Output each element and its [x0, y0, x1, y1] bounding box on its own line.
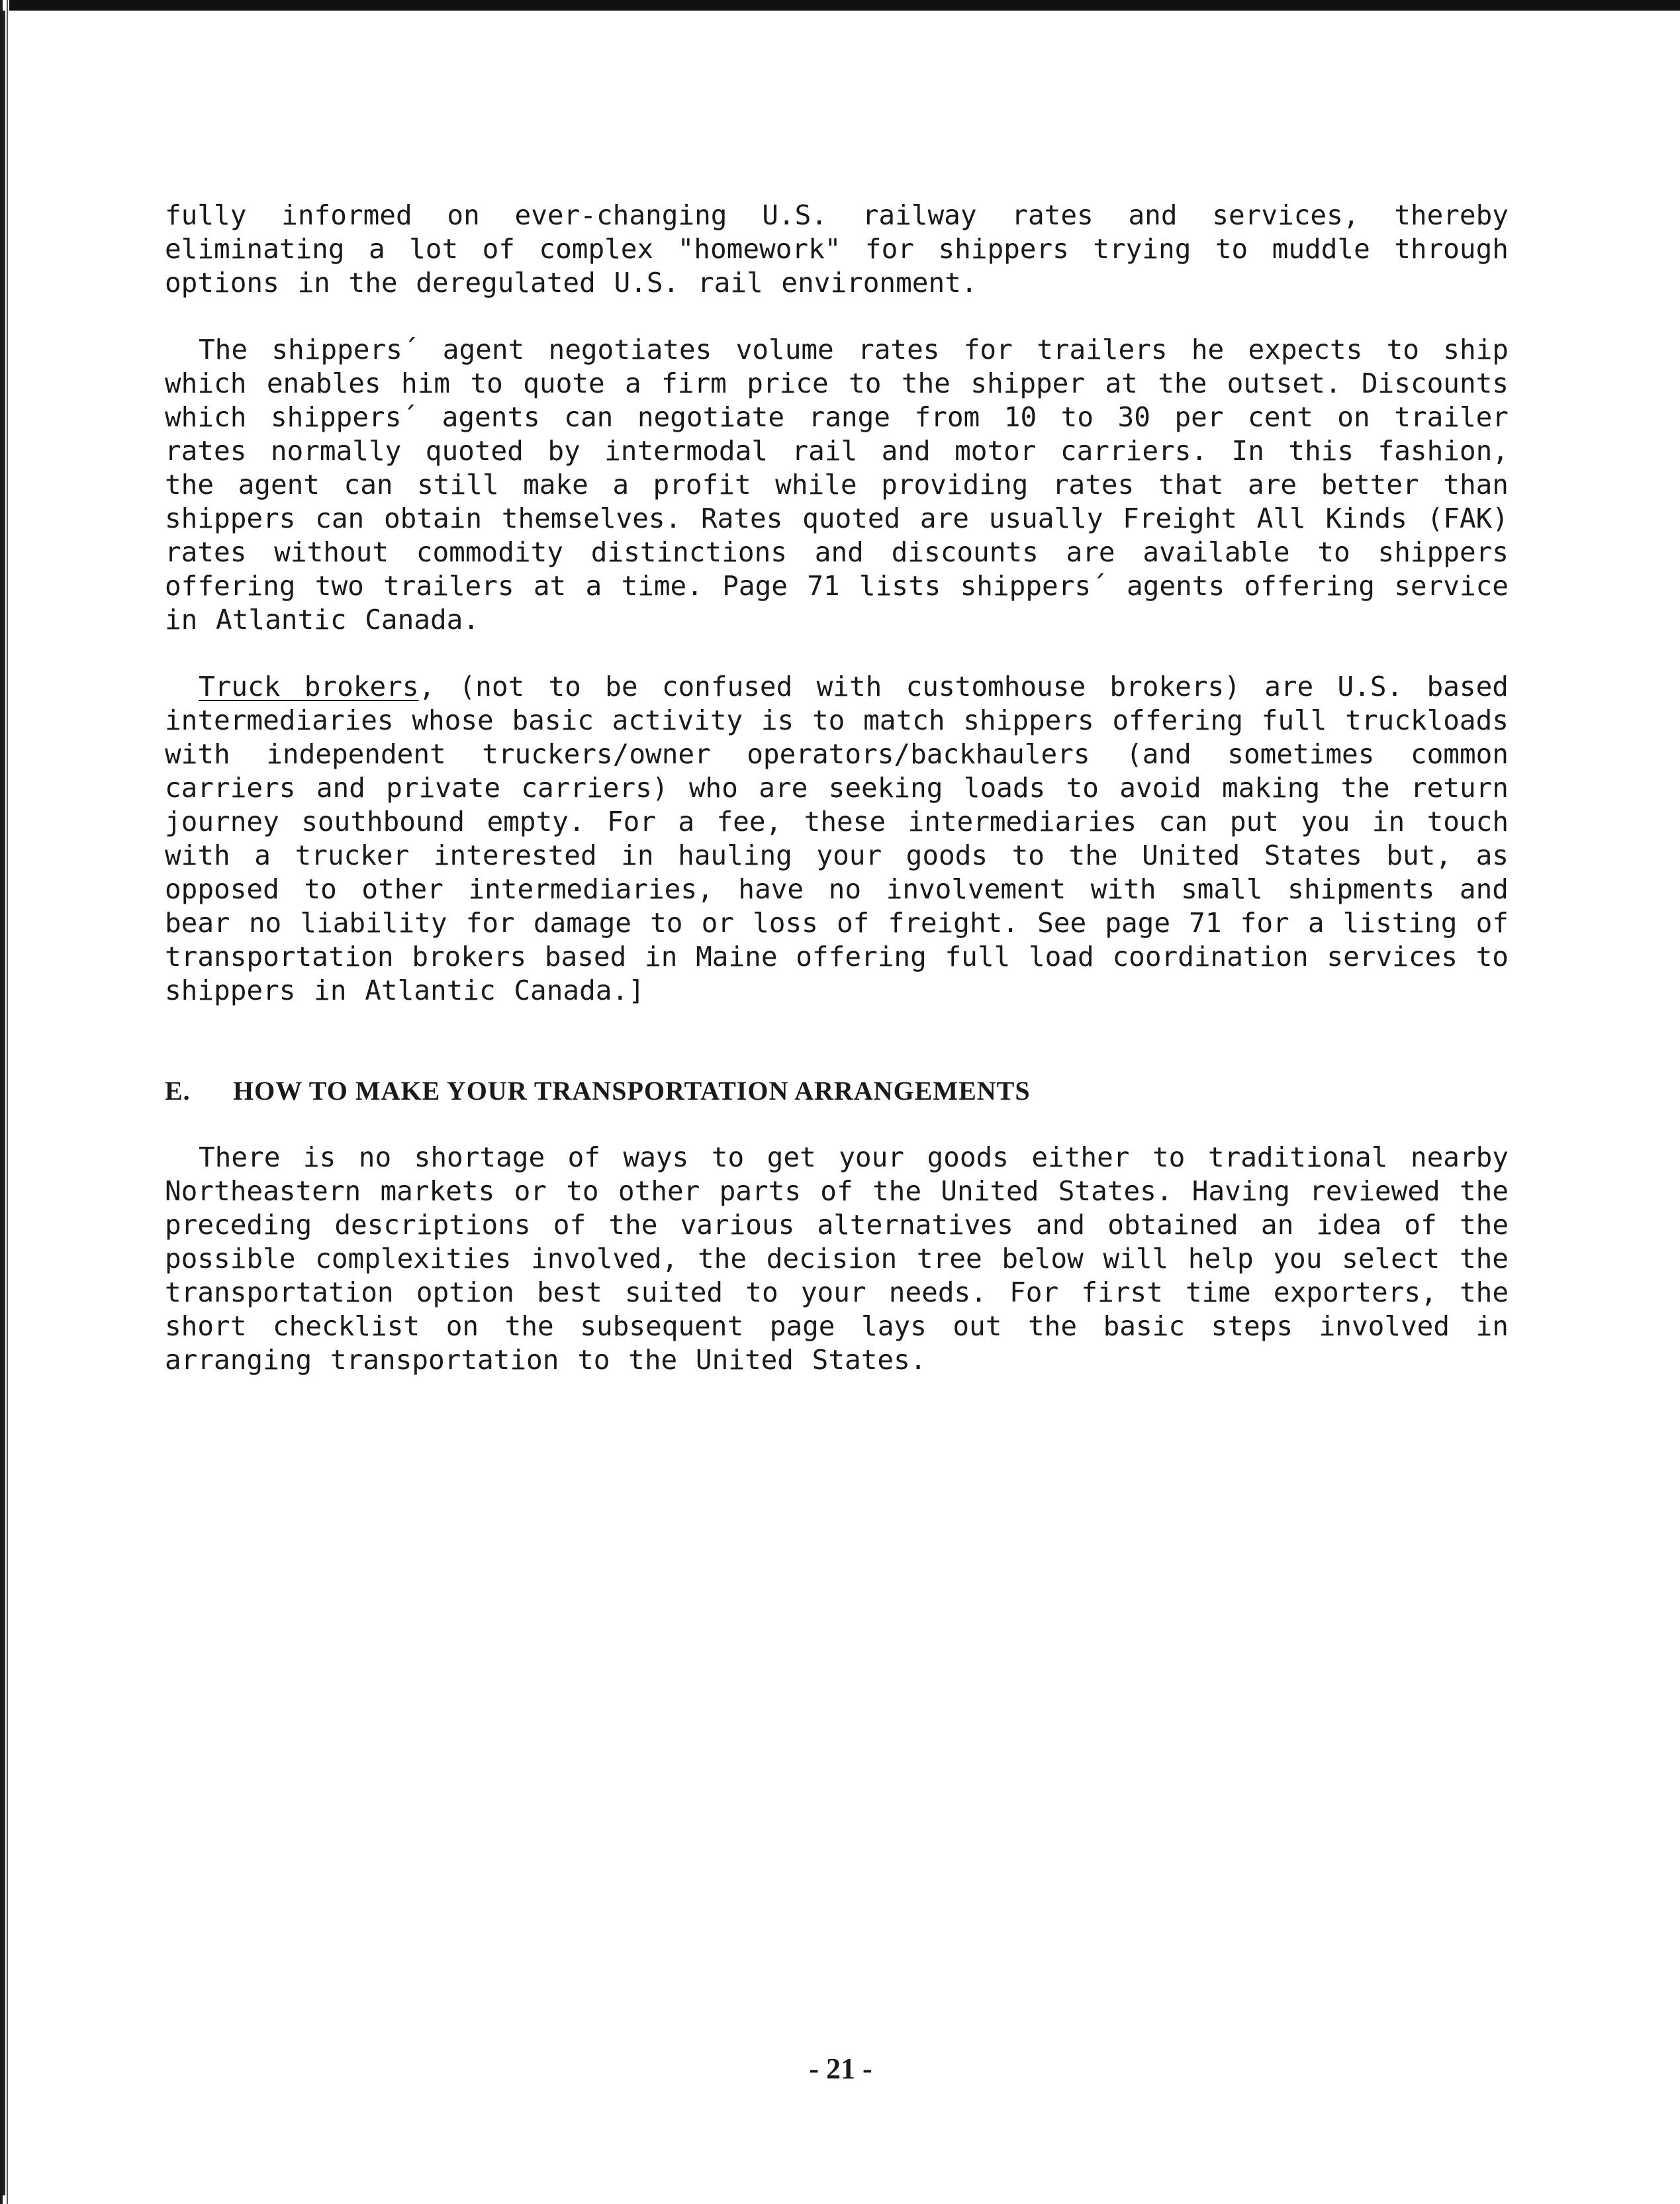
paragraph-continued-text: fully informed on ever-changing U.S. railway rates and services, thereby eliminating a lot of complex "homework" for shippers trying to muddle through options in the deregulated U.S. rail environment.: [165, 199, 1509, 299]
page-number: - 21 -: [809, 2052, 872, 2085]
truck-brokers-term: Truck brokers: [199, 671, 419, 702]
paragraph-arrangements-text: There is no shortage of ways to get your goods either to traditional nearby Northeastern markets or to other parts of the United States. Having reviewed the preceding descriptions of the various alternatives and obtained an idea of the possible complexities involved, the decision tree below will help you select the transportation option best suited to your needs. For first time exporters, the short checklist on the subsequent page lays out the basic steps involved in arranging transportation to the United States.: [165, 1141, 1509, 1376]
section-heading: [165, 1074, 1509, 1108]
paragraph-arrangements: [165, 1141, 1509, 1377]
paragraph-continued: [165, 199, 1509, 300]
section-letter: E.: [165, 1076, 191, 1106]
scan-top-edge: [0, 0, 1680, 11]
paragraph-truck-brokers-text: , (not to be confused with customhouse brokers) are U.S. based intermediaries whose basic activity is to match shippers offering full truckloads with independent truckers/owner operators/backhaulers (and sometimes common carriers and private carriers) who are seeking loads to avoid making the return journey southbound empty. For a fee, these intermediaries can put you in touch with a trucker interested in hauling your goods to the United States but, as opposed to other intermediaries, have no involvement with small shipments and bear no liability for damage to or loss of freight. See page 71 for a listing of transportation brokers based in Maine offering full load coordination services to shippers in Atlantic Canada.]: [165, 671, 1509, 1006]
section-title: HOW TO MAKE YOUR TRANSPORTATION ARRANGEMENTS: [233, 1076, 1031, 1106]
scan-left-bracket: [3, 11, 23, 2195]
paragraph-shippers-agent-text: The shippers´ agent negotiates volume rates for trailers he expects to ship which enables him to quote a firm price to the shipper at the outset. Discounts which shippers´ agents can negotiate range from 10 to 30 per cent on trailer rates normally quoted by intermodal rail and motor carriers. In this fashion, the agent can still make a profit while providing rates that are better than shippers can obtain themselves. Rates quoted are usually Freight All Kinds (FAK) rates without commodity distinctions and discounts are available to shippers offering two trailers at a time. Page 71 lists shippers´ agents offering service in Atlantic Canada.: [165, 334, 1509, 636]
paragraph-truck-brokers: [165, 670, 1509, 1008]
paragraph-shippers-agent: [165, 333, 1509, 637]
page-body: [165, 199, 1509, 1410]
